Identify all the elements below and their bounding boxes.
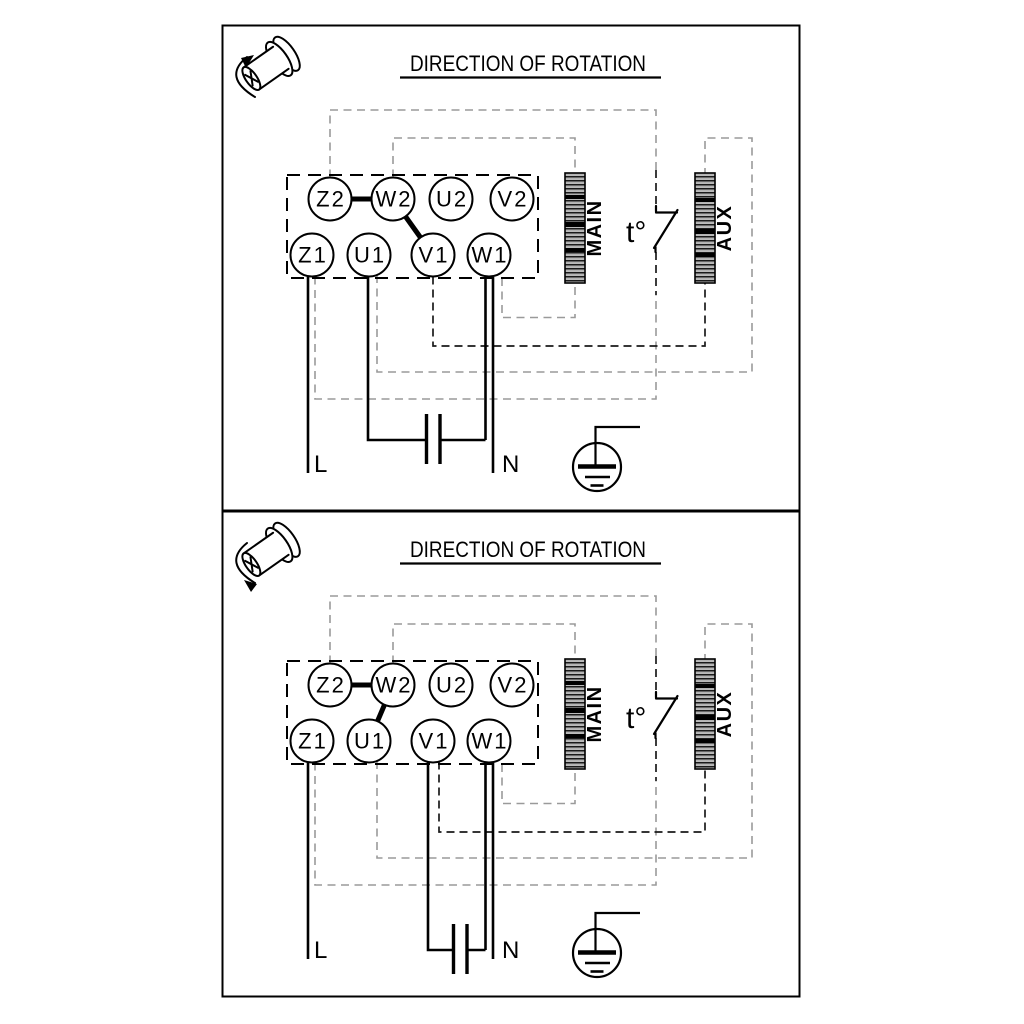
wire-w2-to-main-top: [393, 624, 575, 664]
wire-capacitor-to-w1: [441, 277, 486, 440]
panel-title: DIRECTION OF ROTATION: [410, 537, 646, 562]
panel-rotation-cw: [223, 512, 800, 997]
terminal-u2-label: U2: [435, 186, 469, 212]
terminal-u2-label: U2: [435, 672, 469, 698]
terminal-v1-label: V1: [418, 728, 450, 754]
panel-title: DIRECTION OF ROTATION: [410, 51, 646, 76]
neutral-label: N: [502, 937, 520, 964]
terminal-w1-label: W1: [471, 728, 509, 754]
terminal-w2-label: W2: [375, 672, 413, 698]
main-winding-label: MAIN: [584, 685, 606, 743]
ground-symbol: [573, 913, 640, 977]
wire-z2-to-thermal-top: [330, 596, 656, 664]
main-winding-symbol: [565, 659, 606, 769]
ground-symbol: [573, 427, 640, 491]
wire-v1-to-aux-bottom: [439, 762, 705, 833]
main-winding-symbol: [565, 173, 606, 283]
supply-wiring: [308, 762, 519, 974]
bridge-w2-u1: [378, 705, 385, 721]
terminal-v1-label: V1: [418, 242, 450, 268]
supply-wiring: [308, 276, 519, 478]
thermal-switch: [626, 206, 678, 252]
capacitor-symbol: [454, 924, 468, 974]
aux-winding-label: AUX: [714, 690, 736, 738]
wire-w2-to-main-top: [393, 138, 575, 178]
wire-w1-to-main-bottom: [502, 764, 575, 804]
main-winding-label: MAIN: [584, 199, 606, 257]
terminal-z1-label: Z1: [298, 728, 328, 754]
terminal-v2-label: V2: [497, 186, 529, 212]
capacitor-symbol: [427, 414, 441, 464]
line-label: L: [314, 937, 328, 964]
aux-winding-label: AUX: [714, 204, 736, 252]
terminal-w1-label: W1: [471, 242, 509, 268]
wire-z2-to-thermal-top: [330, 110, 656, 178]
wire-v1-to-aux-bottom: [433, 277, 705, 347]
terminal-u1-label: U1: [353, 242, 387, 268]
rotation-arrowhead-cw: [244, 580, 257, 592]
thermal-switch-label: t°: [626, 216, 647, 249]
thermal-switch: [626, 692, 678, 738]
wire-w1-to-main-bottom: [502, 278, 575, 318]
terminal-z1-label: Z1: [298, 242, 328, 268]
line-label: L: [314, 451, 328, 478]
terminal-w2-label: W2: [375, 186, 413, 212]
thermal-switch-label: t°: [626, 702, 647, 735]
aux-winding-symbol: [695, 173, 736, 283]
panel-rotation-ccw: [223, 26, 800, 511]
wire-capacitor-to-w1: [468, 763, 486, 950]
neutral-label: N: [502, 451, 520, 478]
aux-winding-symbol: [695, 659, 736, 769]
terminal-z2-label: Z2: [316, 672, 346, 698]
terminal-z2-label: Z2: [316, 186, 346, 212]
thermal-switch-contact: [654, 692, 678, 738]
thermal-switch-contact: [654, 206, 678, 252]
wire-v1-to-capacitor: [428, 762, 453, 950]
bridge-w2-v1: [406, 217, 421, 238]
motor-shaft-rotation-cw-icon: [235, 519, 304, 592]
terminal-v2-label: V2: [497, 672, 529, 698]
terminals: [291, 664, 534, 763]
motor-shaft-rotation-ccw-icon: [235, 33, 304, 98]
terminal-u1-label: U1: [353, 728, 387, 754]
